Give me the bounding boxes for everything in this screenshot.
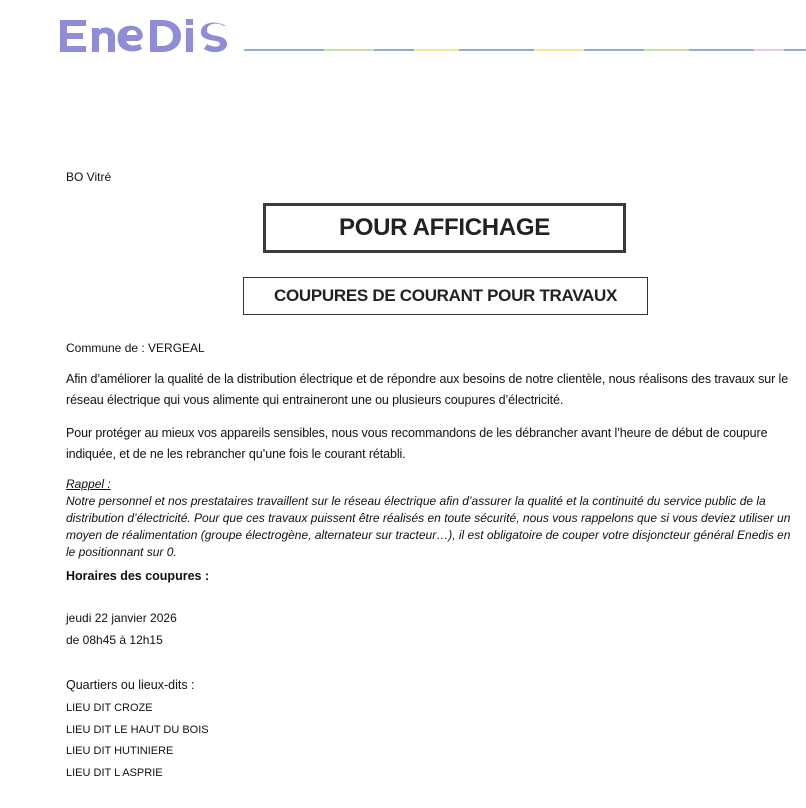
schedule-time: de 08h45 à 12h15 [66, 633, 163, 647]
locations-heading: Quartiers ou lieux-dits : [66, 678, 195, 692]
notice-subtitle: COUPURES DE COURANT POUR TRAVAUX [273, 286, 617, 305]
enedis-logo [58, 14, 233, 58]
list-item: LIEU DIT HUTINIERE [66, 745, 174, 757]
subtitle-box [243, 277, 648, 315]
reminder-block [66, 476, 800, 561]
locations-list [66, 698, 209, 784]
reminder-label: Rappel : [66, 477, 111, 491]
page-title: POUR AFFICHAGE [339, 214, 550, 241]
schedule-heading: Horaires des coupures : [66, 569, 210, 583]
intro-paragraph: Afin d’améliorer la qualité de la distribution électrique et de répondre aux besoins de notre clientèle, nous réalisons des travaux sur le réseau électrique qui vous alimente qui entraineront une ou plusieurs coupures d’électricité. [66, 372, 789, 407]
list-item: LIEU DIT L ASPRIE [66, 766, 163, 779]
list-item: LIEU DIT CROZE [66, 702, 153, 714]
title-box [263, 203, 626, 253]
list-item: LIEU DIT LE HAUT DU BOIS [66, 723, 209, 736]
sender-office: BO Vitré [66, 170, 112, 184]
commune-line: Commune de : VERGEAL [66, 341, 205, 355]
reminder-text: Notre personnel et nos prestataires travaillent sur le réseau électrique afin d’assurer la qualité et la continuité du service public de la distribution d’électricité. Pour que ces travaux puissent être réalisés en toute sécurité, nous vous rappelons que si vous deviez utiliser un moyen de réalimentation (groupe électrogène, alternateur sur tracteur…), il est obligatoire de couper votre disjoncteur général Enedis en le positionnant sur 0. [66, 494, 791, 559]
header-rule [244, 48, 806, 52]
advice-paragraph: Pour protéger au mieux vos appareils sensibles, nous vous recommandons de les débrancher avant l’heure de début de coupure indiquée, et de ne les rebrancher qu’une fois le courant rétabli. [66, 426, 768, 461]
schedule-date: jeudi 22 janvier 2026 [66, 611, 177, 625]
